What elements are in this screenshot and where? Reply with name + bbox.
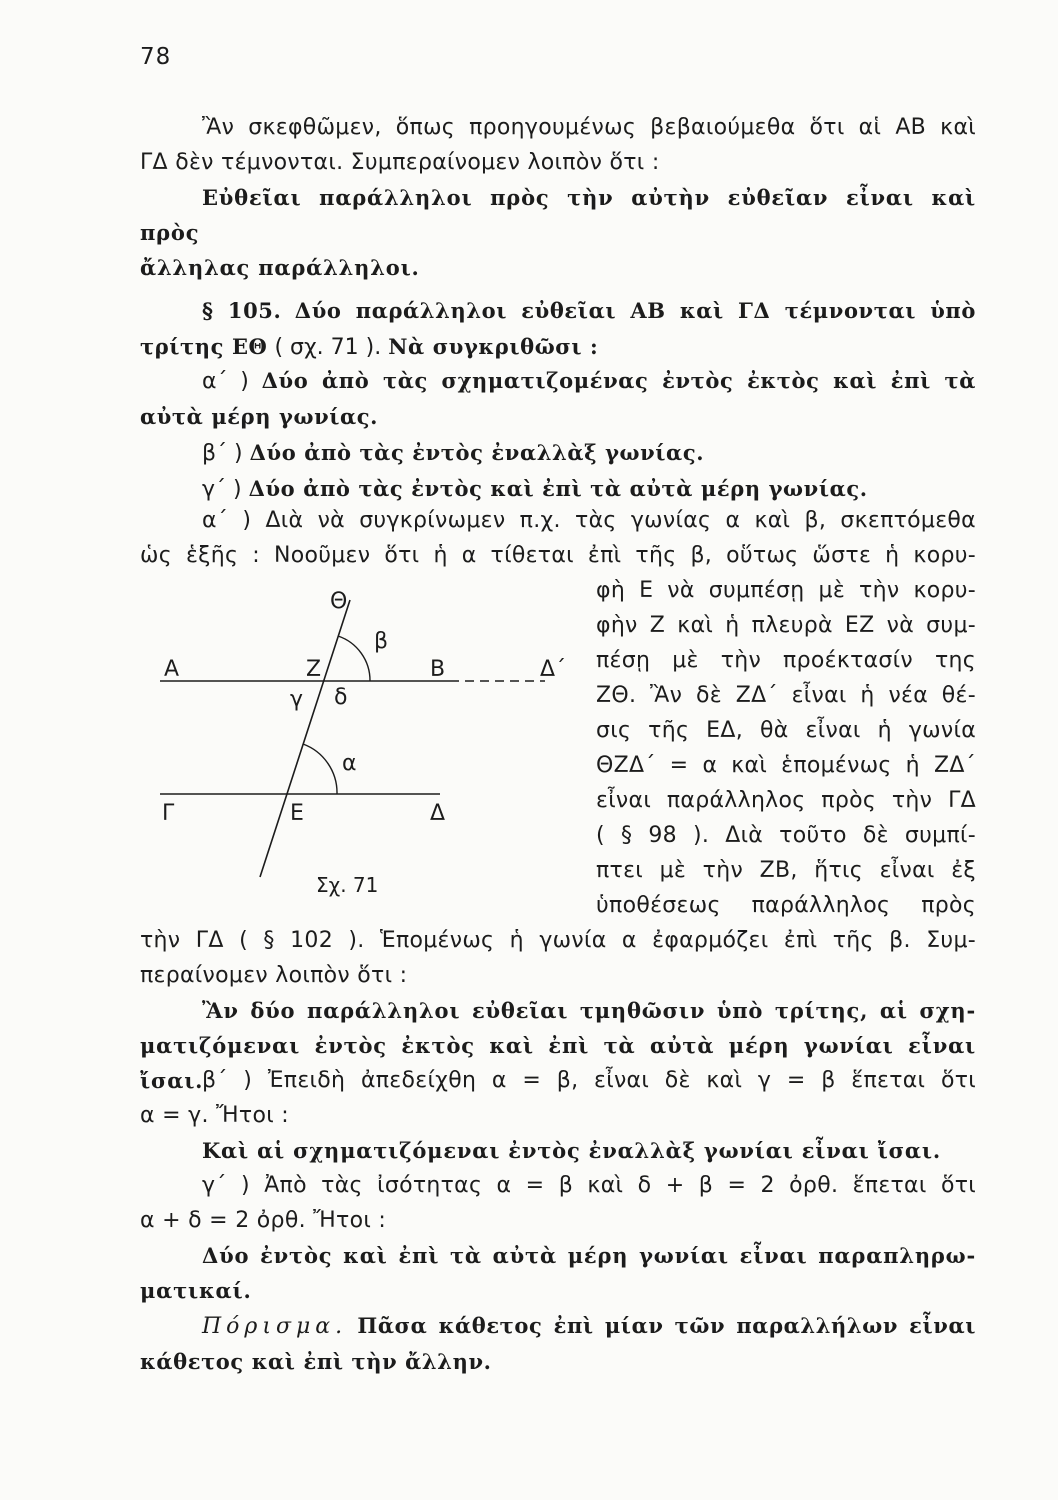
proof-c: [140, 1168, 976, 1238]
proof-a-conclusion: [140, 923, 976, 993]
theorem1-line-1: Εὐθεῖαι παράλληλοι πρὸς τὴν αὐτὴν εὐθεῖαν εἶναι καὶ πρὸς: [140, 185, 976, 245]
side-line: φὴν Ζ καὶ ἡ πλευρὰ ΕΖ νὰ συμ-: [596, 613, 976, 638]
question-c-text: Δύο ἀπὸ τὰς ἐντὸς καὶ ἐπὶ τὰ αὐτὰ μέρη γωνίας.: [248, 476, 868, 501]
section-symbol: § 105.: [202, 298, 282, 323]
proof-b: [140, 1063, 976, 1133]
side-line: ΘΖΔ΄ = α καὶ ἑπομένως ἡ ΖΔ΄: [596, 753, 976, 778]
page-number: 78: [140, 44, 172, 70]
side-line: ΖΘ. Ἂν δὲ ΖΔ΄ εἶναι ἡ νέα θέ-: [596, 683, 976, 708]
theorem2-line-2: ματιζόμεναι ἐντὸς ἐκτὸς καὶ ἐπὶ τὰ αὐτὰ μέρη γωνίαι εἶναι ἴσαι.: [140, 1033, 976, 1093]
label-a: Α: [164, 657, 180, 682]
angle-beta-arc: [338, 636, 370, 681]
figure-71: [150, 580, 580, 910]
proof-a-after-1: τὴν ΓΔ ( § 102 ). Ἑπομένως ἡ γωνία α ἐφαρμόζει ἐπὶ τῆς β. Συμ-: [140, 928, 976, 953]
angle-alpha-arc: [303, 744, 337, 794]
theorem3-line-1: Καὶ αἱ σχηματιζόμεναι ἐντὸς ἐναλλὰξ γωνίαι εἶναι ἴσαι.: [202, 1138, 941, 1163]
label-theta: Θ: [330, 589, 348, 614]
side-line: πτει μὲ τὴν ΖΒ, ἥτις εἶναι ἐξ: [596, 858, 976, 883]
figure-caption: Σχ. 71: [316, 873, 379, 897]
intro-paragraph: [140, 110, 976, 180]
section-105-heading: [140, 293, 976, 365]
proof-a-line-2: ὡς ἑξῆς : Νοοῦμεν ὅτι ἡ α τίθεται ἐπὶ τῆς β, οὕτως ὥστε ἡ κορυ-: [140, 543, 976, 568]
proof-a-after-2: περαίνομεν λοιπὸν ὅτι :: [140, 963, 408, 988]
corollary-label: Πόρισμα.: [202, 1314, 348, 1339]
figure-reference: ( σχ. 71 ).: [274, 335, 382, 360]
label-alpha: α: [342, 751, 357, 776]
label-gamma: γ: [290, 687, 304, 712]
label-delta: δ: [334, 685, 348, 710]
theorem-interior-angles: [140, 1238, 976, 1308]
question-a-line-1: [140, 363, 976, 399]
transversal-line: [260, 600, 350, 877]
question-b-prefix: β΄ ): [202, 441, 243, 466]
question-c-prefix: γ΄ ): [202, 477, 242, 502]
corollary-text-cont: κάθετος καὶ ἐπὶ τὴν ἄλλην.: [140, 1349, 492, 1374]
question-a-text: Δύο ἀπὸ τὰς σχηματιζομένας ἐντὸς ἐκτὸς καὶ ἐπὶ τὰ: [261, 368, 976, 393]
proof-a-line-1: α΄ ) Διὰ νὰ συγκρίνωμεν π.χ. τὰς γωνίας α καὶ β, σκεπτόμεθα: [202, 508, 976, 533]
question-b-text: Δύο ἀπὸ τὰς ἐντὸς ἐναλλὰξ γωνίας.: [249, 440, 705, 465]
label-z: Ζ: [306, 657, 322, 682]
label-beta: β: [374, 629, 389, 654]
question-b: [140, 435, 976, 471]
section-heading-line-2: [140, 329, 976, 365]
theorem4-line-1: Δύο ἐντὸς καὶ ἐπὶ τὰ αὐτὰ μέρη γωνίαι εἶναι παραπληρω-: [202, 1243, 976, 1268]
section-transversal: τρίτης ΕΘ: [140, 334, 268, 359]
label-d-prime: Δ΄: [540, 657, 567, 682]
side-line: σις τῆς ΕΔ, θὰ εἶναι ἡ γωνία: [596, 718, 976, 743]
side-line: ( § 98 ). Διὰ τοῦτο δὲ συμπί-: [596, 823, 976, 848]
question-list: [140, 363, 976, 507]
section-heading-line-1: [140, 293, 976, 329]
proof-b-line-1: β΄ ) Ἐπειδὴ ἀπεδείχθη α = β, εἶναι δὲ καὶ γ = β ἕπεται ὅτι: [202, 1068, 976, 1093]
theorem1-line-2: ἄλληλας παράλληλοι.: [140, 255, 420, 280]
theorem4-line-2: ματικαί.: [140, 1278, 252, 1303]
corollary: [140, 1308, 976, 1380]
theorem-parallel-transitive: [140, 180, 976, 285]
label-e: Ε: [290, 801, 304, 826]
proof-a-side-text: [596, 573, 976, 923]
label-b: Β: [430, 657, 446, 682]
section-task: Νὰ συγκριθῶσι :: [388, 334, 599, 359]
intro-line-2: ΓΔ δὲν τέμνονται. Συμπεραίνομεν λοιπὸν ὅτι :: [140, 150, 660, 175]
proof-b-line-2: α = γ. Ἤτοι :: [140, 1103, 289, 1128]
side-line: φὴ Ε νὰ συμπέσῃ μὲ τὴν κορυ-: [596, 578, 976, 603]
theorem2-line-1: Ἂν δύο παράλληλοι εὐθεῖαι τμηθῶσιν ὑπὸ τρίτης, αἱ σχη-: [202, 998, 976, 1023]
intro-line-1: Ἂν σκεφθῶμεν, ὅπως προηγουμένως βεβαιούμεθα ὅτι αἱ ΑΒ καὶ: [202, 115, 976, 140]
question-a-prefix: α΄ ): [202, 369, 249, 394]
label-d: Δ: [430, 801, 446, 826]
side-line: πέσῃ μὲ τὴν προέκτασίν της: [596, 648, 976, 673]
proof-a-intro: [140, 503, 976, 573]
proof-c-line-2: α + δ = 2 ὀρθ. Ἤτοι :: [140, 1208, 387, 1233]
corollary-text: Πᾶσα κάθετος ἐπὶ μίαν τῶν παραλλήλων εἶναι: [357, 1313, 976, 1338]
theorem-alternate-angles: [140, 1133, 976, 1168]
question-a-line-2: [140, 399, 976, 435]
proof-c-line-1: γ΄ ) Ἀπὸ τὰς ἰσότητας α = β καὶ δ + β = 2 ὀρθ. ἕπεται ὅτι: [202, 1173, 976, 1198]
corollary-line-2: [140, 1344, 976, 1380]
question-c: [140, 471, 976, 507]
section-title: Δύο παράλληλοι εὐθεῖαι ΑΒ καὶ ΓΔ τέμνονται ὑπὸ: [294, 298, 977, 323]
side-line: εἶναι παράλληλος πρὸς τὴν ΓΔ: [596, 788, 976, 813]
corollary-line-1: [140, 1308, 976, 1344]
question-a-text-cont: αὐτὰ μέρη γωνίας.: [140, 404, 379, 429]
side-line: ὑποθέσεως παράλληλος πρὸς: [596, 893, 976, 918]
label-g: Γ: [162, 801, 175, 826]
